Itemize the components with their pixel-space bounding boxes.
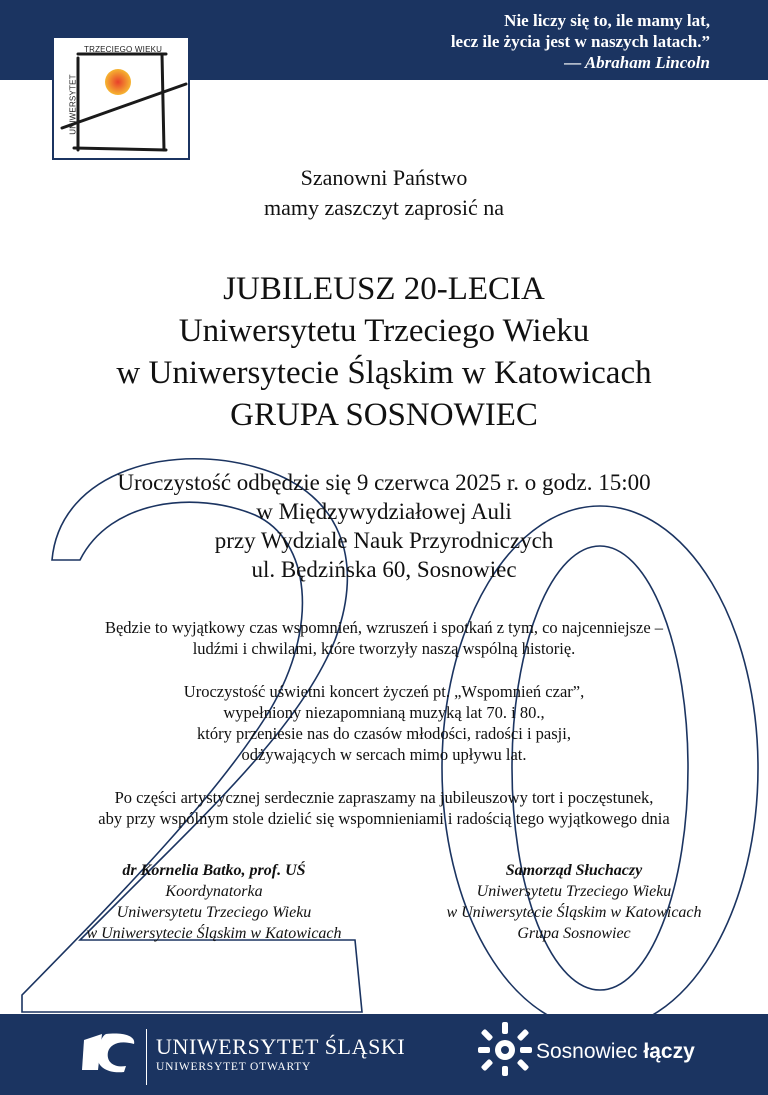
paragraph-concert (0, 681, 768, 765)
signature-coordinator (34, 860, 394, 944)
signature-role: Koordynatorka (165, 883, 263, 900)
greeting (0, 163, 768, 223)
event-title (0, 268, 768, 436)
quote-line-2: lecz ile życia jest w naszych latach.” (450, 32, 710, 51)
sosnowiec-sun-icon (476, 1020, 534, 1076)
footer-divider (146, 1029, 147, 1085)
signature-name: Samorząd Słuchaczy (505, 862, 643, 879)
paragraph-line: który przeniesie nas do czasów młodości, radości i pasji, (197, 724, 571, 743)
university-subtitle: UNIWERSYTET OTWARTY (156, 1061, 312, 1073)
paragraph-intro (0, 617, 768, 659)
event-faculty: przy Wydziale Nauk Przyrodniczych (214, 528, 554, 553)
title-line-2: Uniwersytetu Trzeciego Wieku (178, 313, 590, 349)
paragraph-line: wypełniony niezapomnianą muzyką lat 70. i 80., (223, 703, 545, 722)
paragraph-line: aby przy wspólnym stole dzielić się wspomnieniami i radością tego wyjątkowego dnia (98, 809, 670, 828)
greeting-line-2: mamy zaszczyt zaprosić na (263, 195, 505, 220)
sosnowiec-brand (536, 1040, 695, 1064)
event-details (0, 468, 768, 584)
signature-org-2: w Uniwersytecie Śląskim w Katowicach (86, 925, 342, 942)
title-line-1: JUBILEUSZ 20-LECIA (223, 271, 545, 307)
title-line-4: GRUPA SOSNOWIEC (230, 397, 538, 433)
signature-group: Grupa Sosnowiec (517, 925, 631, 942)
paragraph-line: odżywających w sercach mimo upływu lat. (241, 745, 527, 764)
paragraph-invitation (0, 787, 768, 829)
paragraph-line: Będzie to wyjątkowy czas wspomnień, wzruszeń i spotkań z tym, co najcenniejsze – (104, 618, 664, 637)
sosnowiec-brand-bold: łączy (643, 1040, 695, 1063)
logo-text-side: UNIWERSYTET (68, 74, 78, 135)
title-line-3: w Uniwersytecie Śląskim w Katowicach (116, 355, 652, 391)
paragraph-line: Po części artystycznej serdecznie zapraszamy na jubileuszowy tort i poczęstunek, (114, 788, 654, 807)
quote-line-1: Nie liczy się to, ile mamy lat, (504, 11, 710, 30)
event-date: Uroczystość odbędzie się 9 czerwca 2025 r. o godz. 15:00 (117, 470, 651, 495)
sosnowiec-brand-regular: Sosnowiec (536, 1040, 644, 1063)
event-address: ul. Będzińska 60, Sosnowiec (251, 557, 517, 582)
quote-author: — Abraham Lincoln (564, 53, 710, 72)
signature-name: dr Kornelia Batko, prof. UŚ (122, 862, 306, 879)
paragraph-line: ludźmi i chwilami, które tworzyły naszą wspólną historię. (192, 639, 576, 658)
signature-org: Uniwersytetu Trzeciego Wieku (116, 904, 312, 921)
signature-student-council (394, 860, 754, 944)
sun-icon (105, 69, 131, 95)
university-name: UNIWERSYTET ŚLĄSKI (156, 1034, 406, 1059)
logo-text-top: TRZECIEGO WIEKU (84, 45, 163, 54)
university-logo-icon (80, 1030, 138, 1074)
paragraph-line: Uroczystość uświetni koncert życzeń pt. „Wspomnień czar”, (183, 682, 585, 701)
greeting-line-1: Szanowni Państwo (300, 165, 468, 190)
event-venue: w Międzywydziałowej Auli (256, 499, 512, 524)
signature-org: Uniwersytetu Trzeciego Wieku (476, 883, 672, 900)
u3a-logo (52, 36, 190, 160)
signature-org-2: w Uniwersytecie Śląskim w Katowicach (446, 904, 702, 921)
quote (451, 10, 710, 73)
